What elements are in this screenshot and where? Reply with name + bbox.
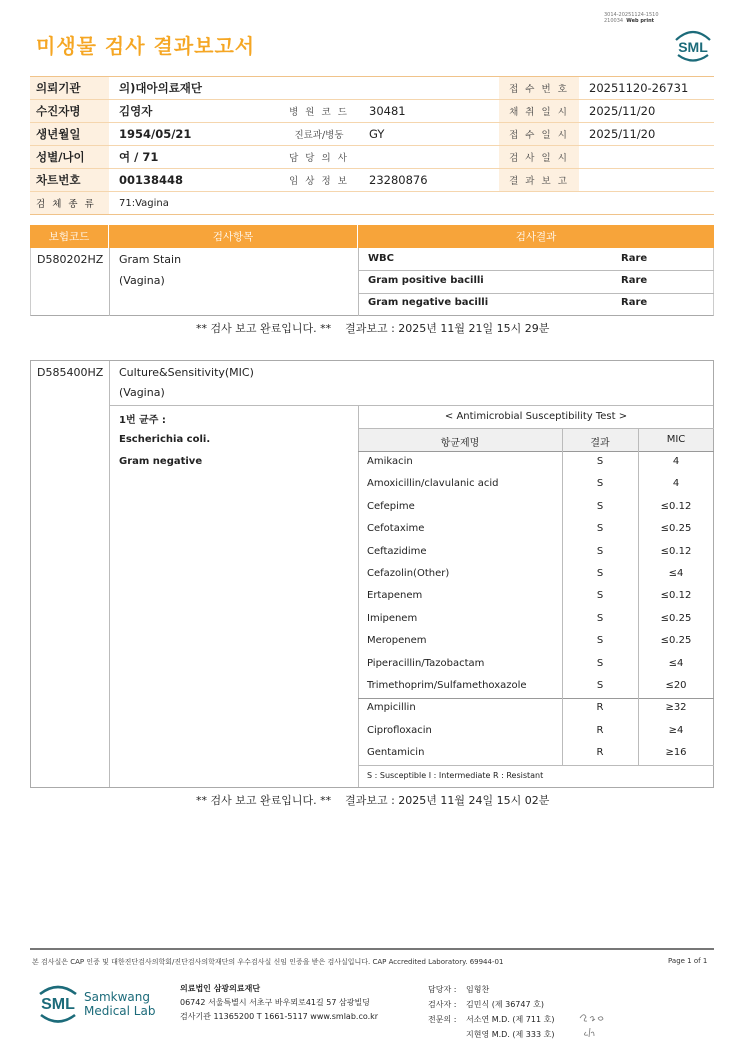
ast-drug: Ertapenem [367, 590, 423, 602]
ast-mic: ≤4 [668, 657, 684, 669]
ast-row [358, 653, 714, 675]
ast-mic: ≤0.25 [660, 612, 692, 624]
test-item: Gram Stain [119, 253, 182, 266]
ast-result: S [596, 523, 604, 535]
ast-drug: Amikacin [367, 456, 413, 467]
ast-row [358, 675, 714, 697]
ast-drug: Ciprofloxacin [367, 724, 432, 736]
ast-row [358, 630, 714, 652]
ast-result: S [596, 478, 604, 490]
result-value: Rare [621, 275, 648, 286]
cert-statement: 본 검사실은 CAP 인증 및 대한진단검사의학회/진단검사의학재단의 우수검사실 신임 인증을 받은 검사실입니다. CAP Accredited Laboratory. 69944-01 [32, 958, 504, 966]
sml-logo [36, 980, 80, 1026]
svg-text:SML: SML [41, 996, 75, 1013]
info-row-5: 차트번호 00138448 임 상 정 보 23280876 결 과 보 고 [30, 169, 714, 192]
ast-mic: 4 [672, 478, 680, 490]
ast-mic: ≤20 [665, 680, 687, 691]
result-name: WBC [368, 253, 394, 264]
signature-mark [576, 1008, 612, 1040]
ast-drug: Ampicillin [367, 702, 416, 714]
svg-text:SML: SML [678, 39, 708, 55]
ast-row [358, 473, 714, 495]
ast-mic: ≥4 [668, 724, 684, 736]
ast-legend: S : Susceptible I : Intermediate R : Resistant [367, 771, 544, 780]
ast-mic: ≤0.25 [660, 523, 692, 535]
ast-result: R [596, 724, 604, 736]
ast-mic: 4 [672, 456, 680, 467]
ast-drug: Cefepime [367, 500, 415, 512]
results-header: 보험코드 검사항목 검사결과 [30, 225, 714, 248]
insurance-code: D580202HZ [37, 253, 104, 266]
ast-result: S [596, 500, 604, 512]
ast-row [358, 518, 714, 540]
test-specimen: (Vagina) [119, 386, 165, 399]
test-item: Culture&Sensitivity(MIC) [119, 366, 254, 379]
ast-mic: ≤0.12 [660, 590, 692, 602]
ast-mic: ≥16 [665, 747, 687, 759]
ast-row [358, 742, 714, 764]
ast-row [358, 720, 714, 742]
result-value: Rare [621, 253, 648, 264]
info-row-4: 성별/나이 여 / 71 담 당 의 사 검 사 일 시 [30, 146, 714, 169]
info-row-1: 의뢰기관 의)대아의료재단 접 수 번 호 20251120-26731 [30, 77, 714, 100]
gram-type: Gram negative [119, 456, 203, 467]
ast-drug: Trimethoprim/Sulfamethoxazole [367, 680, 527, 691]
info-row-3: 생년월일 1954/05/21 진료과/병동 GY 접 수 일 시 2025/11/20 [30, 123, 714, 146]
ast-mic: ≤4 [668, 568, 684, 579]
gram-stain-section [30, 248, 714, 316]
ast-row [358, 608, 714, 630]
ast-result: R [596, 702, 604, 714]
staff-list: 담당자 : 임형찬 검사자 : 김민식 (제 36747 호) 전문의 : 서소연 M.D. (제 711 호) 지현영 M.D. (제 333 호) [428, 985, 555, 1039]
ast-result: S [596, 635, 604, 647]
ast-drug: Imipenem [367, 612, 418, 624]
ast-result: R [596, 747, 604, 759]
ast-drug: Piperacillin/Tazobactam [367, 657, 485, 669]
organism-name: Escherichia coli. [119, 434, 211, 445]
ast-result: S [596, 568, 604, 579]
ast-row [358, 496, 714, 518]
ast-result: S [596, 680, 604, 691]
patient-info-table [30, 76, 714, 215]
ast-mic: ≥32 [665, 702, 687, 714]
ast-result: S [596, 590, 604, 602]
ast-drug: Cefotaxime [367, 523, 425, 535]
org-info: 의료법인 삼광의료재단 06742 서울특별시 서초구 바우뫼로41길 57 삼광빌딩 검사기관 11365200 T 1661-5117 www.smlab.co.kr [180, 984, 379, 1021]
ast-result: S [596, 456, 604, 467]
ast-drug: Ceftazidime [367, 545, 427, 557]
footer-divider [30, 948, 714, 950]
ast-drug: Gentamicin [367, 747, 425, 759]
page-title: 미생물 검사 결과보고서 [36, 34, 256, 58]
print-code: 3014-20251124-1510 210034 Web print [604, 12, 659, 24]
ast-header-drug: 항균제명 [440, 438, 480, 449]
ast-row [358, 697, 714, 719]
result-name: Gram negative bacilli [368, 297, 489, 308]
ast-drug: Cefazolin(Other) [367, 568, 450, 579]
result-name: Gram positive bacilli [368, 275, 484, 286]
info-row-2: 수진자명 김영자 병 원 코 드 30481 채 취 일 시 2025/11/20 [30, 100, 714, 123]
ast-row [358, 541, 714, 563]
ast-mic: ≤0.12 [660, 500, 692, 512]
brand-name: Samkwang Medical Lab [84, 990, 156, 1018]
report-note-2: ** 검사 보고 완료입니다. ** 결과보고 : 2025년 11월 24일 15시 02분 [196, 794, 550, 807]
ast-mic: ≤0.12 [660, 545, 692, 557]
test-specimen: (Vagina) [119, 274, 165, 287]
ast-result: S [596, 612, 604, 624]
insurance-code: D585400HZ [37, 366, 104, 379]
sml-logo [672, 26, 714, 62]
ast-result: S [596, 545, 604, 557]
ast-mic: ≤0.25 [660, 635, 692, 647]
result-value: Rare [621, 297, 648, 308]
ast-title: < Antimicrobial Susceptibility Test > [444, 411, 628, 422]
organism-label: 1번 균주 : [119, 415, 166, 426]
ast-row [358, 563, 714, 585]
report-note-1: ** 검사 보고 완료입니다. ** 결과보고 : 2025년 11월 21일 15시 29분 [196, 322, 550, 335]
ast-header-mic: MIC [666, 434, 686, 445]
ast-header-result: 결과 [590, 438, 610, 449]
ast-drug: Amoxicillin/clavulanic acid [367, 478, 499, 490]
ast-result: S [596, 657, 604, 669]
page-number: Page 1 of 1 [668, 957, 708, 965]
info-row-6: 검 체 종 류 71:Vagina [30, 192, 714, 215]
ast-drug: Meropenem [367, 635, 427, 647]
ast-row [358, 585, 714, 607]
ast-row [358, 451, 714, 473]
